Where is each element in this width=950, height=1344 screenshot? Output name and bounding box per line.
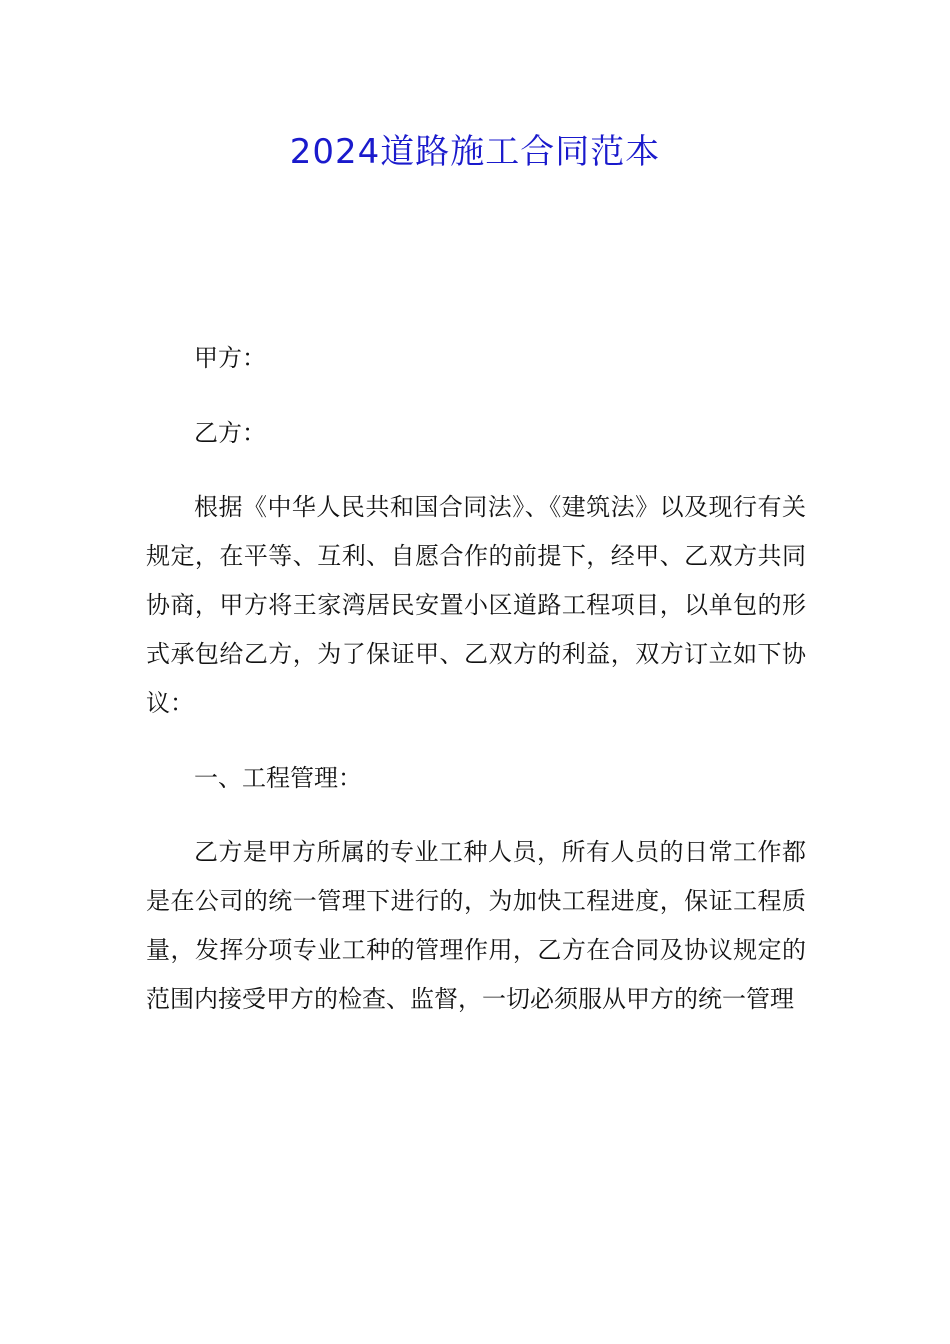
party-b-line: 乙方： bbox=[194, 418, 266, 447]
document-title: 2024道路施工合同范本 bbox=[289, 132, 661, 172]
section-heading: 一、工程管理： bbox=[194, 763, 362, 792]
party-a-line: 甲方： bbox=[194, 344, 266, 372]
section-paragraph: 乙方是甲方所属的专业工种人员，所有人员的日常工作都是在公司的统一管理下进行的，为加快工程进度，保证工程质量，发挥分项专业工种的管理作用，乙方在合同及协议规定的范围内接受甲方的检查、监督，一切必须服从甲方的统一管理 bbox=[146, 838, 806, 1013]
preamble-paragraph: 根据《中华人民共和国合同法》、《建筑法》以及现行有关规定，在平等、互利、自愿合作的前提下，经甲、乙双方共同协商，甲方将王家湾居民安置小区道路工程项目，以单包的形式承包给乙方，为了保证甲、乙双方的利益，双方订立如下协议： bbox=[146, 493, 806, 717]
document-body bbox=[146, 334, 806, 1050]
